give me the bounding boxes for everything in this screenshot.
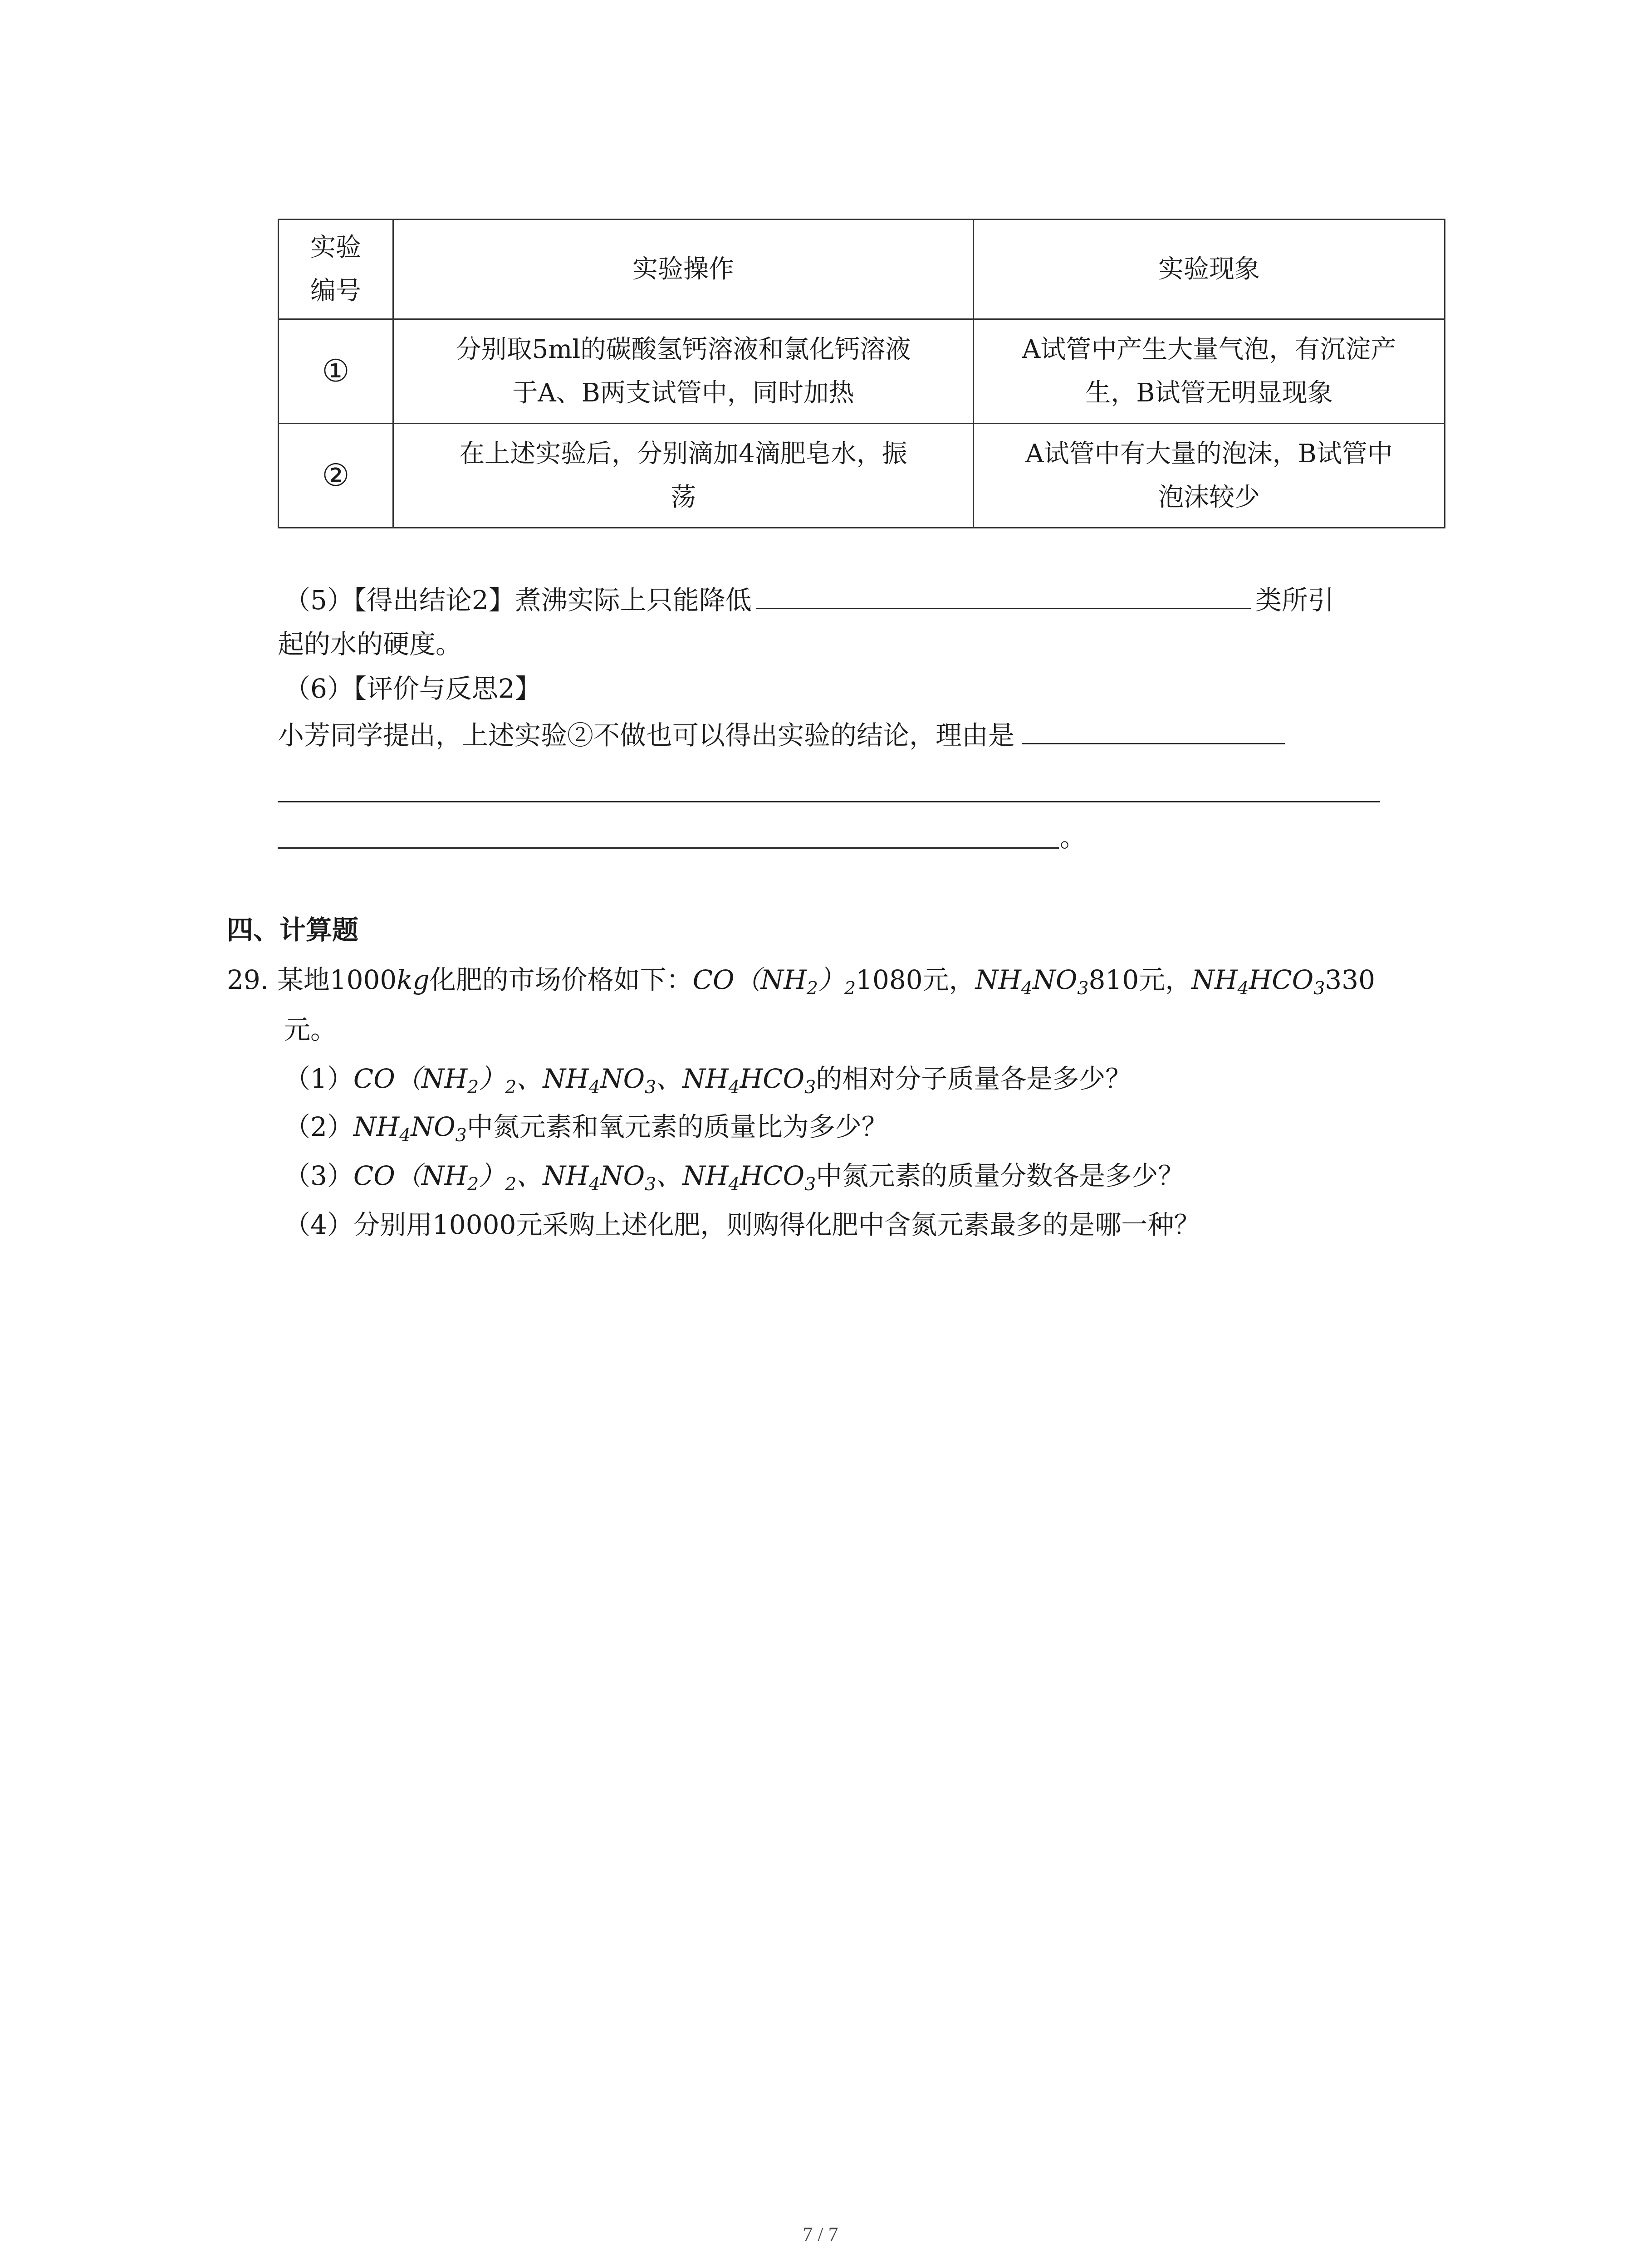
q29-sub4: （4）分别用10000元采购上述化肥，则购得化肥中含氮元素最多的是哪一种？	[284, 1209, 1200, 1240]
header-experiment-phenomenon: 实验现象	[974, 220, 1445, 319]
q6-end-mark: 。	[1060, 822, 1087, 853]
q6-title: （6）【评价与反思2】	[284, 673, 541, 704]
row-number: ①	[279, 319, 393, 424]
q5-line1: （5）【得出结论2】煮沸实际上只能降低 类所引	[284, 581, 1334, 618]
row-operation: 分别取5ml的碳酸氢钙溶液和氯化钙溶液 于A、B两支试管中，同时加热	[393, 319, 974, 424]
q6-answer-blank-2[interactable]	[278, 801, 1380, 802]
row-phenomenon: A试管中产生大量气泡，有沉淀产 生，B试管无明显现象	[974, 319, 1445, 424]
table-header-row	[279, 220, 1445, 319]
section-title: 四、计算题	[227, 914, 359, 945]
row-number: ②	[279, 424, 393, 528]
q29-sub2: $(2)NH_4NO_3$中氮元素和氧元素的质量比为多少？	[284, 1111, 888, 1146]
q6-answer-blank-3[interactable]	[278, 847, 1059, 849]
row-phenomenon: A试管中有大量的泡沫，B试管中 泡沫较少	[974, 424, 1445, 528]
q29-sub1: $(1)CO(NH_2)_2$、$NH_4NO_3$、$NH_4HCO_3$的相对分子质量各是多少？	[284, 1063, 1132, 1098]
formula-ammonium-nitrate: $NH_4NO_3$	[975, 964, 1089, 999]
q6-answer-blank-1[interactable]	[1022, 716, 1285, 744]
header-experiment-number: 实验 编号	[279, 220, 393, 319]
q29-line1: 29. 某地1000kg化肥的市场价格如下：$CO(NH_2)_21080$元，$NH_4NO_3810$元，$NH_4HCO_3330$	[227, 964, 1375, 999]
q29-sub3: $(3)CO(NH_2)_2$、$NH_4NO_3$、$NH_4HCO_3$中氮元素的质量分数各是多少？	[284, 1160, 1185, 1195]
table-row	[279, 319, 1445, 424]
header-experiment-operation: 实验操作	[393, 220, 974, 319]
page-number: 7 / 7	[803, 2223, 838, 2245]
table-row	[279, 424, 1445, 528]
q6-line1: 小芳同学提出，上述实验②不做也可以得出实验的结论，理由是	[278, 716, 1285, 753]
row-operation: 在上述实验后，分别滴加4滴肥皂水，振 荡	[393, 424, 974, 528]
formula-ammonium-bicarbonate: $NH_4HCO_3$	[1191, 964, 1325, 999]
q5-line2: 起的水的硬度。	[278, 629, 462, 660]
experiment-table	[278, 219, 1445, 528]
formula-urea: $CO(NH_2)_2$	[692, 964, 856, 999]
q29-line2: 元。	[284, 1014, 337, 1045]
q5-answer-blank[interactable]	[756, 581, 1251, 609]
